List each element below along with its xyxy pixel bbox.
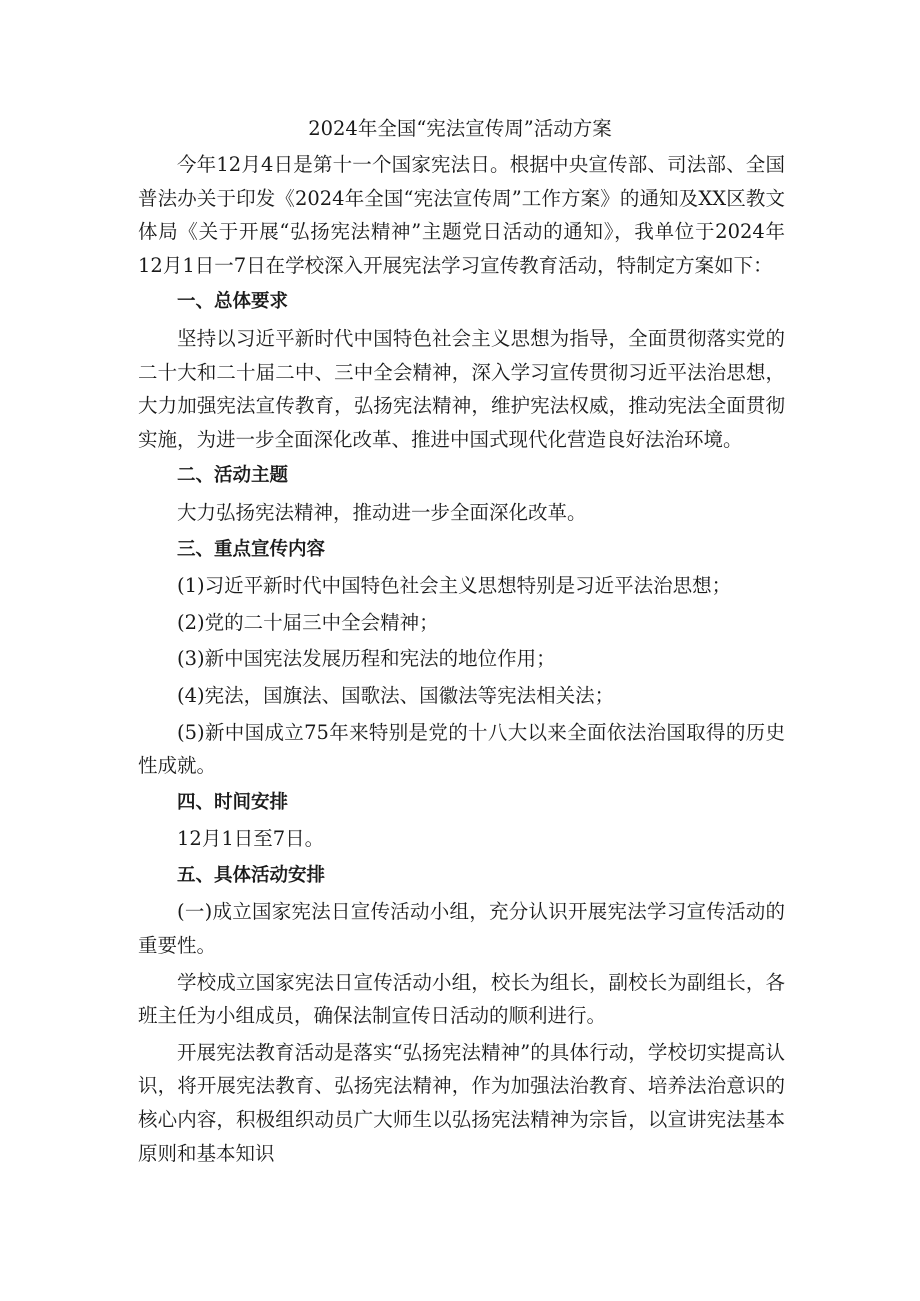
activities-paragraph: 学校成立国家宪法日宣传活动小组，校长为组长，副校长为副组长，各班主任为小组成员，确保法制宣传日活动的顺利进行。 bbox=[138, 970, 785, 1028]
document-body bbox=[138, 148, 785, 1170]
schedule-paragraph: 12月1日至7日。 bbox=[177, 827, 325, 851]
content-item: (4)宪法，国旗法、国歌法、国徽法等宪法相关法； bbox=[177, 683, 615, 707]
document-title: 2024年全国“宪法宣传周”活动方案 bbox=[308, 117, 612, 140]
intro-paragraph: 今年12月4日是第十一个国家宪法日。根据中央宣传部、司法部、全国普法办关于印发《2024年全国“宪法宣传周”工作方案》的通知及XX区教文体局《关于开展“弘扬宪法精神”主题党日活动的通知》，我单位于2024年12月1日一7日在学校深入开展宪法学习宣传教育活动，特制定方案如下： bbox=[138, 153, 785, 277]
content-item: (1)习近平新时代中国特色社会主义思想特别是习近平法治思想； bbox=[177, 574, 732, 598]
section-heading-theme: 二、活动主题 bbox=[177, 465, 289, 487]
theme-paragraph: 大力弘扬宪法精神，推动进一步全面深化改革。 bbox=[177, 500, 587, 524]
activities-paragraph: 开展宪法教育活动是落实“弘扬宪法精神”的具体行动，学校切实提高认识，将开展宪法教育、弘扬宪法精神，作为加强法治教育、培养法治意识的核心内容，积极组织动员广大师生以弘扬宪法精神为宗旨，以宣讲宪法基本原则和基本知识 bbox=[138, 1040, 785, 1165]
activities-paragraph: (一)成立国家宪法日宣传活动小组，充分认识开展宪法学习宣传活动的重要性。 bbox=[138, 900, 785, 958]
section-heading-activities: 五、具体活动安排 bbox=[177, 864, 326, 886]
content-item: (2)党的二十届三中全会精神； bbox=[177, 610, 439, 634]
section-heading-content: 三、重点宣传内容 bbox=[177, 538, 326, 560]
section-heading-requirements: 一、总体要求 bbox=[177, 291, 289, 313]
content-item: (5)新中国成立75年来特别是党的十八大以来全面依法治国取得的历史性成就。 bbox=[138, 720, 785, 778]
section-heading-schedule: 四、时间安排 bbox=[177, 791, 289, 813]
requirements-paragraph: 坚持以习近平新时代中国特色社会主义思想为指导，全面贯彻落实党的二十大和二十届二中、三中全会精神，深入学习宣传贯彻习近平法治思想，大力加强宪法宣传教育，弘扬宪法精神，维护宪法权威，推动宪法全面贯彻实施，为进一步全面深化改革、推进中国式现代化营造良好法治环境。 bbox=[138, 326, 785, 451]
content-item: (3)新中国宪法发展历程和宪法的地位作用； bbox=[177, 647, 556, 671]
